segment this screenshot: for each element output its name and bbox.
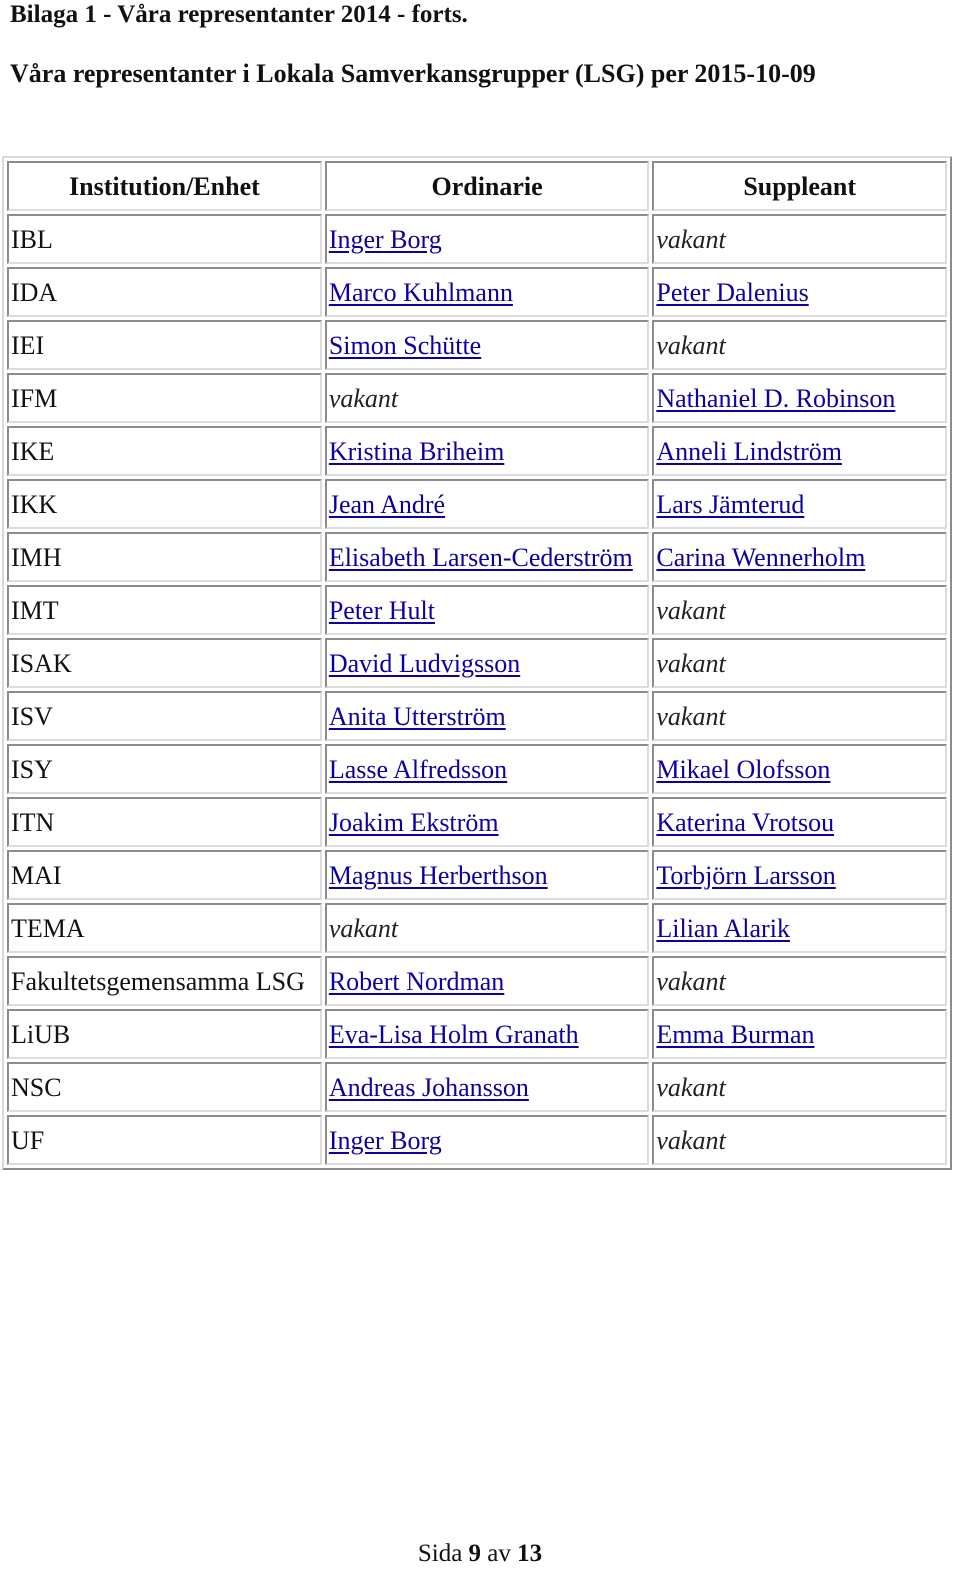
ordinarie-name-link[interactable]: Lasse Alfredsson [328, 754, 508, 784]
table-row [7, 479, 947, 529]
table-row [7, 214, 947, 264]
suppleant-cell[interactable] [652, 267, 947, 317]
suppleant-cell[interactable] [652, 1009, 947, 1059]
suppleant-name-link[interactable]: Carina Wennerholm [656, 542, 866, 572]
table-row [7, 691, 947, 741]
table-row [7, 850, 947, 900]
unit-cell: IEI [7, 320, 322, 370]
unit-cell: Fakultetsgemensamma LSG [7, 956, 322, 1006]
ordinarie-cell[interactable] [325, 850, 650, 900]
unit-cell: IMH [7, 532, 322, 582]
unit-cell: NSC [7, 1062, 322, 1112]
ordinarie-cell [325, 903, 650, 953]
column-header-suppleant: Suppleant [652, 161, 947, 211]
vacant-label: vakant [656, 1125, 726, 1155]
ordinarie-name-link[interactable]: Robert Nordman [328, 966, 505, 996]
unit-cell: IBL [7, 214, 322, 264]
unit-cell: IKE [7, 426, 322, 476]
ordinarie-cell[interactable] [325, 1009, 650, 1059]
ordinarie-name-link[interactable]: Inger Borg [328, 1125, 442, 1155]
ordinarie-cell[interactable] [325, 744, 650, 794]
ordinarie-name-link[interactable]: Magnus Herberthson [328, 860, 548, 890]
unit-cell: ITN [7, 797, 322, 847]
ordinarie-cell[interactable] [325, 532, 650, 582]
ordinarie-cell[interactable] [325, 479, 650, 529]
vacant-label: vakant [656, 595, 726, 625]
suppleant-cell [652, 214, 947, 264]
suppleant-cell [652, 638, 947, 688]
unit-cell: MAI [7, 850, 322, 900]
suppleant-cell [652, 956, 947, 1006]
table-row [7, 320, 947, 370]
ordinarie-cell[interactable] [325, 1062, 650, 1112]
suppleant-cell[interactable] [652, 850, 947, 900]
ordinarie-cell [325, 373, 650, 423]
suppleant-name-link[interactable]: Torbjörn Larsson [656, 860, 836, 890]
suppleant-name-link[interactable]: Emma Burman [656, 1019, 815, 1049]
ordinarie-name-link[interactable]: Andreas Johansson [328, 1072, 529, 1102]
table-row [7, 532, 947, 582]
table-row [7, 267, 947, 317]
vacant-label: vakant [656, 224, 726, 254]
unit-cell: TEMA [7, 903, 322, 953]
table-row [7, 1062, 947, 1112]
unit-cell: IKK [7, 479, 322, 529]
suppleant-cell[interactable] [652, 426, 947, 476]
unit-cell: IFM [7, 373, 322, 423]
suppleant-name-link[interactable]: Lars Jämterud [656, 489, 805, 519]
unit-cell: LiUB [7, 1009, 322, 1059]
ordinarie-name-link[interactable]: Marco Kuhlmann [328, 277, 513, 307]
vacant-label: vakant [328, 913, 399, 943]
table-row [7, 956, 947, 1006]
ordinarie-cell[interactable] [325, 691, 650, 741]
ordinarie-cell[interactable] [325, 638, 650, 688]
section-heading: Våra representanter i Lokala Samverkansgrupper (LSG) per 2015-10-09 [10, 59, 816, 88]
footer-middle: av [487, 1540, 511, 1567]
vacant-label: vakant [656, 701, 726, 731]
ordinarie-name-link[interactable]: Eva-Lisa Holm Granath [328, 1019, 579, 1049]
unit-cell: ISV [7, 691, 322, 741]
page-footer [0, 1538, 960, 1570]
ordinarie-cell[interactable] [325, 214, 650, 264]
unit-cell: ISAK [7, 638, 322, 688]
footer-prefix: Sida [417, 1540, 463, 1567]
suppleant-cell [652, 1115, 947, 1165]
ordinarie-name-link[interactable]: Simon Schütte [328, 330, 482, 360]
ordinarie-cell[interactable] [325, 320, 650, 370]
suppleant-cell[interactable] [652, 903, 947, 953]
ordinarie-name-link[interactable]: Anita Utterström [328, 701, 506, 731]
ordinarie-cell[interactable] [325, 426, 650, 476]
suppleant-cell [652, 691, 947, 741]
table-row [7, 744, 947, 794]
appendix-heading: Bilaga 1 - Våra representanter 2014 - forts. [10, 1, 468, 28]
ordinarie-name-link[interactable]: Joakim Ekström [328, 807, 499, 837]
table-row [7, 1115, 947, 1165]
table-row [7, 373, 947, 423]
table-row [7, 585, 947, 635]
suppleant-name-link[interactable]: Mikael Olofsson [656, 754, 831, 784]
ordinarie-cell[interactable] [325, 585, 650, 635]
vacant-label: vakant [328, 383, 399, 413]
ordinarie-cell[interactable] [325, 267, 650, 317]
table-row [7, 903, 947, 953]
vacant-label: vakant [656, 1072, 726, 1102]
ordinarie-name-link[interactable]: Peter Hult [328, 595, 435, 625]
table-row [7, 797, 947, 847]
representatives-table [2, 156, 952, 1170]
vacant-label: vakant [656, 966, 726, 996]
footer-page-total: 13 [517, 1540, 543, 1567]
table-row [7, 1009, 947, 1059]
ordinarie-cell[interactable] [325, 1115, 650, 1165]
suppleant-cell[interactable] [652, 744, 947, 794]
ordinarie-cell[interactable] [325, 956, 650, 1006]
suppleant-name-link[interactable]: Anneli Lindström [656, 436, 842, 466]
unit-cell: IMT [7, 585, 322, 635]
suppleant-name-link[interactable]: Lilian Alarik [656, 913, 790, 943]
table-body [7, 214, 947, 1165]
suppleant-cell[interactable] [652, 479, 947, 529]
unit-cell: IDA [7, 267, 322, 317]
column-header-ordinarie: Ordinarie [325, 161, 650, 211]
table-header-row [7, 161, 947, 211]
table-row [7, 426, 947, 476]
suppleant-cell [652, 320, 947, 370]
vacant-label: vakant [656, 330, 726, 360]
unit-cell: UF [7, 1115, 322, 1165]
ordinarie-name-link[interactable]: Kristina Briheim [328, 436, 505, 466]
footer-page-number: 9 [468, 1540, 482, 1567]
suppleant-name-link[interactable]: Nathaniel D. Robinson [656, 383, 896, 413]
suppleant-name-link[interactable]: Katerina Vrotsou [656, 807, 835, 837]
ordinarie-name-link[interactable]: Inger Borg [328, 224, 442, 254]
ordinarie-name-link[interactable]: Elisabeth Larsen-Cederström [328, 542, 633, 572]
vacant-label: vakant [656, 648, 726, 678]
column-header-unit: Institution/Enhet [7, 161, 322, 211]
suppleant-cell[interactable] [652, 797, 947, 847]
suppleant-cell[interactable] [652, 532, 947, 582]
ordinarie-name-link[interactable]: Jean André [328, 489, 446, 519]
suppleant-name-link[interactable]: Peter Dalenius [656, 277, 809, 307]
table-row [7, 638, 947, 688]
ordinarie-name-link[interactable]: David Ludvigsson [328, 648, 521, 678]
suppleant-cell [652, 585, 947, 635]
suppleant-cell[interactable] [652, 373, 947, 423]
suppleant-cell [652, 1062, 947, 1112]
unit-cell: ISY [7, 744, 322, 794]
ordinarie-cell[interactable] [325, 797, 650, 847]
